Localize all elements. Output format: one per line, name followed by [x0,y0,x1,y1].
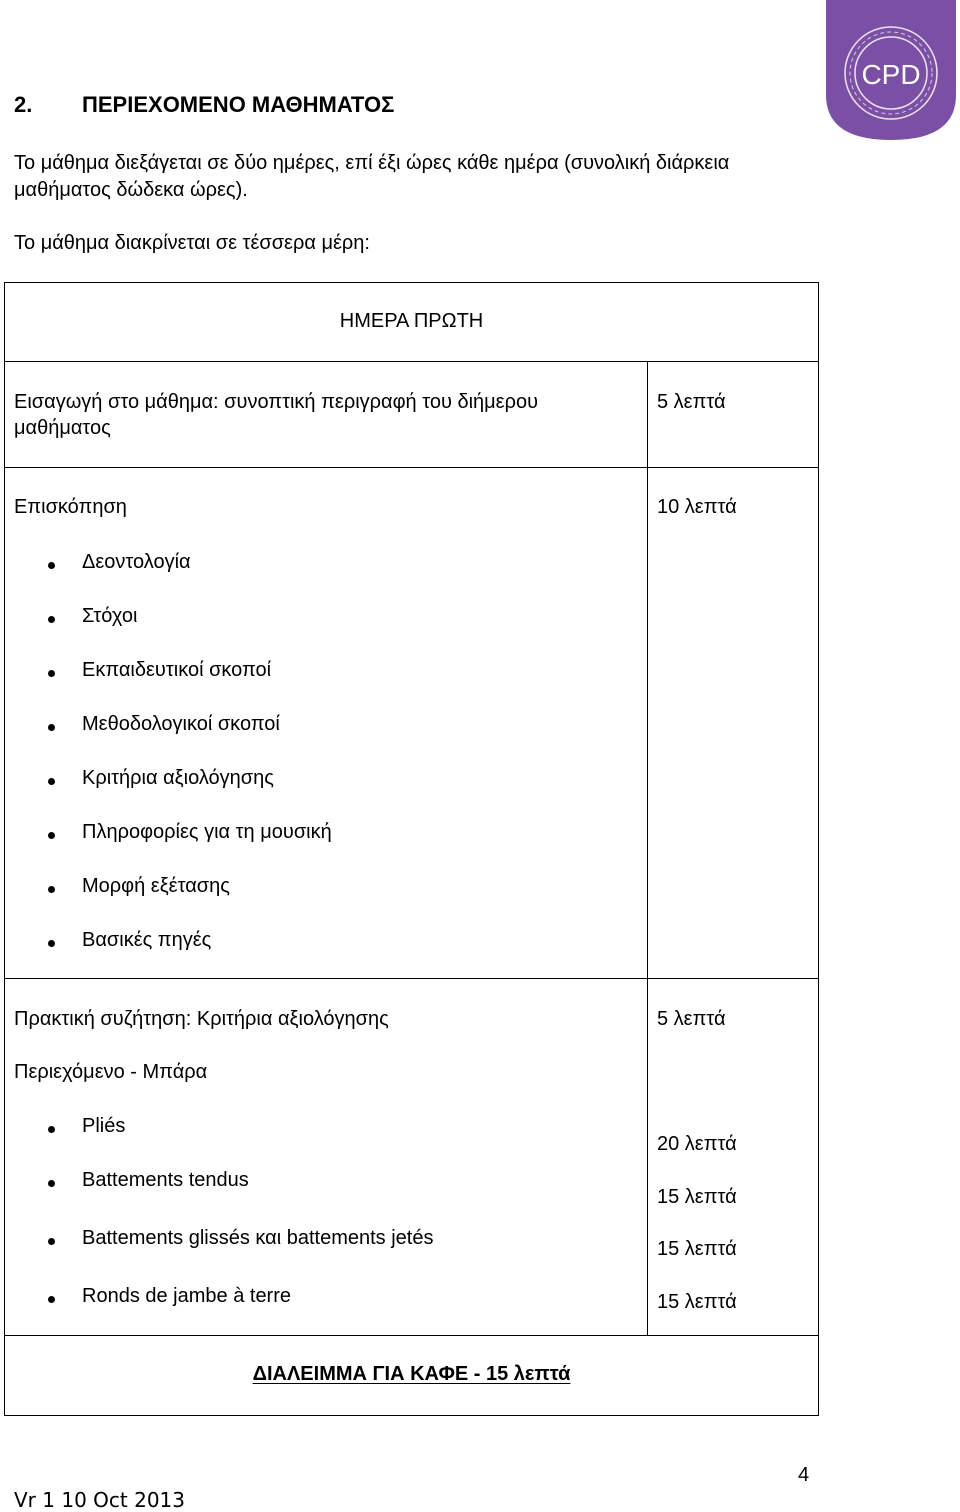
bullet-icon [48,1180,55,1187]
schedule-table: ΗΜΕΡΑ ΠΡΩΤΗ Εισαγωγή στο μάθημα: συνοπτική περιγραφή του διήμερου μαθήματος 5 λεπτά Επισκόπηση 10 λεπτά Δεοντολογία Στόχοι Εκπαιδευτικοί σκοποί Μεθοδολογικοί σκοποί Κριτήρια αξιολόγησης Πληροφορίες για τη μουσική Μορφή εξέτασης Βασικές πηγές Πρακτική συζήτηση: Κριτήρια αξιολόγησης 5 λεπτά Περιεχόμενο - Μπάρα Pliés 20 λεπτά Battements tendus 15 λεπτά Battements glissés και battements jetés 15 λεπτά Ronds de jambe à terre 15 λεπτά ΔΙΑΛΕΙΜΜΑ ΓΙΑ ΚΑΦΕ - 15 λεπτά [4,282,819,1416]
section-number: 2. [14,92,33,117]
bullet-icon [48,940,55,947]
bullet-icon [48,670,55,677]
intro-paragraph-1: Το μάθημα διεξάγεται σε δύο ημέρες, επί έξι ώρες κάθε ημέρα (συνολική διάρκεια μαθήματος δώδεκα ώρες). [14,152,730,201]
row1-text-line1: Εισαγωγή στο μάθημα: συνοπτική περιγραφή του διήμερου [14,391,539,413]
cpd-logo [826,0,956,140]
bullet-icon [48,832,55,839]
page-number: 4 [798,1464,810,1486]
row3-content: Περιεχόμενο - Μπάρα [14,1061,208,1083]
row3-discussion-duration: 5 λεπτά [657,1008,726,1030]
bullet-icon [48,1296,55,1303]
item-duration: 20 λεπτά [657,1133,737,1155]
bullet-icon [48,616,55,623]
row2-heading: Επισκόπηση [14,496,127,518]
row1-duration: 5 λεπτά [657,391,726,413]
item-duration: 15 λεπτά [657,1291,737,1313]
coffee-break-label: ΔΙΑΛΕΙΜΜΑ ΓΙΑ ΚΑΦΕ - 15 λεπτά [252,1363,571,1385]
bullet-icon [48,886,55,893]
item-duration: 15 λεπτά [657,1238,737,1260]
logo-text: CPD [861,59,921,90]
day-title: ΗΜΕΡΑ ΠΡΩΤΗ [339,310,484,332]
section-title: ΠΕΡΙΕΧΟΜΕΝΟ ΜΑΘΗΜΑΤΟΣ [82,92,395,117]
version-footer: Vr 1 10 Oct 2013 [14,1488,185,1512]
bullet-icon [48,724,55,731]
item-duration: 15 λεπτά [657,1186,737,1208]
row3-discussion: Πρακτική συζήτηση: Κριτήρια αξιολόγησης [14,1008,389,1030]
intro-paragraph-2: Το μάθημα διακρίνεται σε τέσσερα μέρη: [14,232,370,254]
bullet-icon [48,1238,55,1245]
bullet-icon [48,562,55,569]
section-heading [14,92,394,118]
row1-text-line2: μαθήματος [14,417,111,439]
bullet-icon [48,778,55,785]
bullet-icon [48,1126,55,1133]
row2-duration: 10 λεπτά [657,496,737,518]
